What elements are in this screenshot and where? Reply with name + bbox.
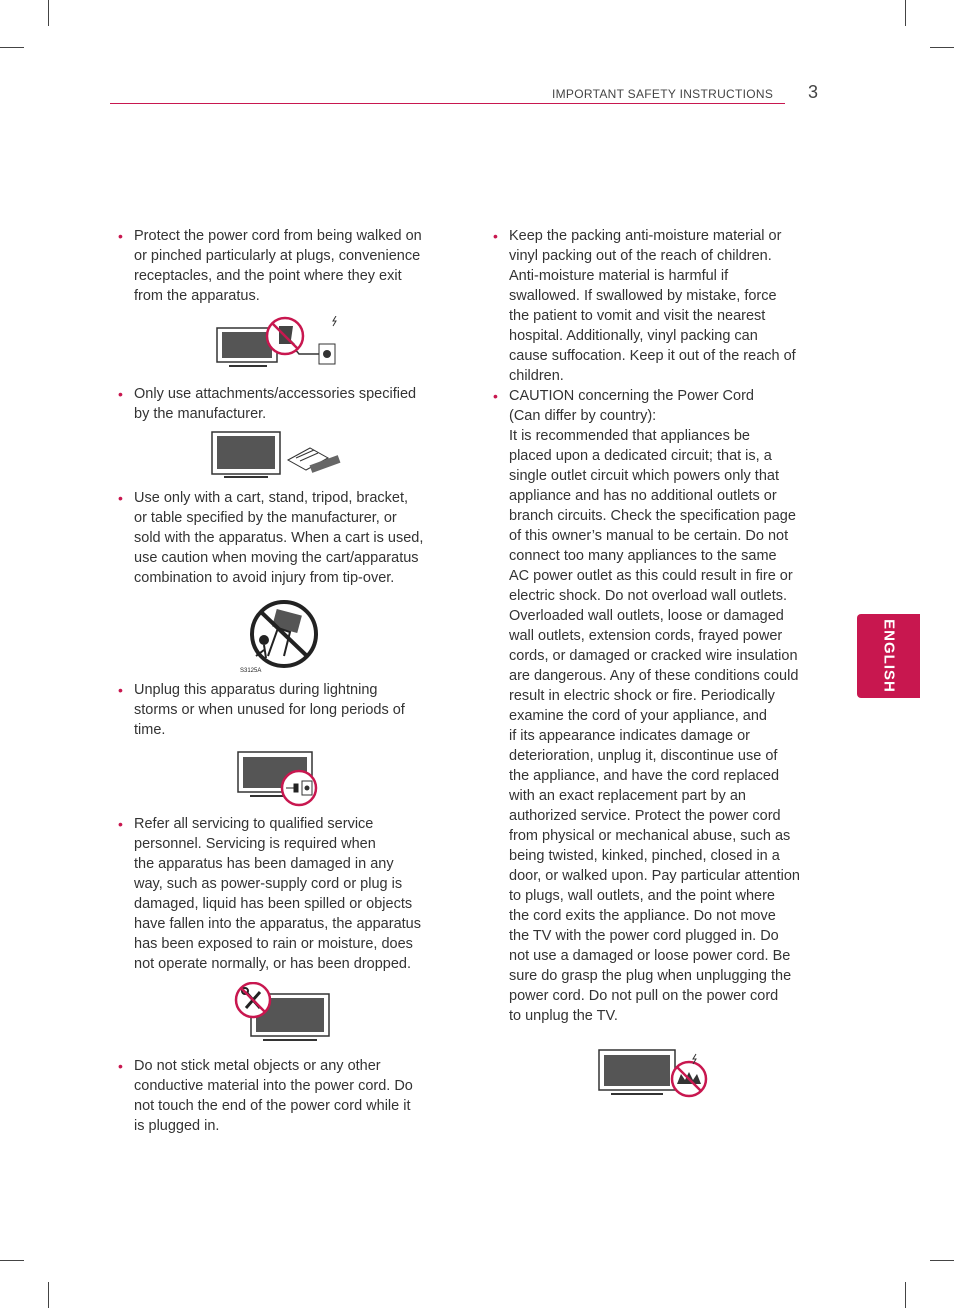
- list-item: [112, 384, 442, 424]
- list-item: [112, 488, 442, 588]
- instruction-text: Refer all servicing to qualified service personnel. Servicing is required when the apparatus has been damaged in any way, such as power-supply cord or plug is damaged, liquid has been spilled or objects have fallen into the apparatus, the apparatus has been exposed to rain or moisture, does not operate normally, or has been dropped.: [134, 816, 421, 972]
- cart-tip-over-illustration: [238, 598, 328, 674]
- no-overload-outlet-illustration: [597, 1046, 717, 1102]
- instruction-text: Do not stick metal objects or any other conductive material into the power cord. Do not touch the end of the power cord while it is plugged in.: [134, 1058, 413, 1134]
- cart-tip-over-label: S3125A: [240, 668, 262, 674]
- instruction-text: Unplug this apparatus during lightning storms or when unused for long periods of time.: [134, 682, 405, 738]
- list-item: [487, 226, 817, 386]
- instruction-text: Only use attachments/accessories specified by the manufacturer.: [134, 386, 417, 422]
- section-title: IMPORTANT SAFETY INSTRUCTIONS: [552, 87, 774, 101]
- bullet-icon: •: [118, 682, 123, 698]
- crop-mark: [48, 1282, 49, 1308]
- instruction-text: Keep the packing anti-moisture material or vinyl packing out of the reach of children. Anti-moisture material is harmful if swallowed. If swallowed by mistake, force the patient to vomit and visit the nearest hospital. Additionally, vinyl packing can cause suffocation. Keep it out of the reach of children.: [509, 228, 796, 384]
- bullet-icon: •: [118, 386, 123, 402]
- left-column: [112, 226, 442, 1136]
- accessories-illustration: [210, 430, 350, 480]
- crop-mark: [48, 0, 49, 26]
- no-self-servicing-illustration: [233, 982, 333, 1046]
- crop-mark: [930, 1260, 954, 1261]
- crop-mark: [905, 0, 906, 26]
- no-step-on-cord-illustration: [209, 316, 349, 376]
- instruction-text: CAUTION concerning the Power Cord (Can differ by country): It is recommended that appliances be placed upon a dedicated circuit; that is, a single outlet circuit which powers only that appliance and has no additional outlets or branch circuits. Check the specification page of this owner’s manual to be certain. Do not connect too many appliances to the same AC power outlet as this could result in fire or electric shock. Do not overload wall outlets. Overloaded wall outlets, loose or damaged wall outlets, extension cords, frayed power cords, or damaged or cracked wire insulation are dangerous. Any of these conditions could result in electric shock or fire. Periodically examine the cord of your appliance, and if its appearance indicates damage or deterioration, unplug it, discontinue use of the appliance, and have the cord replaced with an exact replacement part by an authorized service. Protect the power cord from physical or mechanical abuse, such as being twisted, kinked, pinched, closed in a door, or walked upon. Pay particular attention to plugs, wall outlets, and the point where the cord exits the appliance. Do not move the TV with the power cord plugged in. Do not use a damaged or loose power cord. Be sure do grasp the plug when unplugging the power cord. Do not pull on the power cord to unplug the TV.: [509, 388, 800, 1024]
- bullet-icon: •: [493, 228, 498, 244]
- list-item: [112, 226, 442, 306]
- crop-mark: [0, 47, 24, 48]
- language-tab-label: ENGLISH: [880, 619, 897, 693]
- instruction-text: Use only with a cart, stand, tripod, bracket, or table specified by the manufacturer, or sold with the apparatus. When a cart is used, use caution when moving the cart/apparatus combination to avoid injury from tip-over.: [134, 490, 424, 586]
- list-item: [112, 680, 442, 740]
- right-column: [487, 226, 817, 1102]
- language-tab: [857, 614, 920, 698]
- bullet-icon: •: [493, 388, 498, 404]
- bullet-icon: •: [118, 816, 123, 832]
- crop-mark: [930, 47, 954, 48]
- header-divider: [110, 103, 785, 104]
- list-item: [487, 386, 817, 1026]
- list-item: [112, 814, 442, 974]
- instruction-text: Protect the power cord from being walked on or pinched particularly at plugs, convenience receptacles, and the point where they exit from the apparatus.: [134, 228, 422, 304]
- page-number: 3: [808, 82, 819, 102]
- crop-mark: [905, 1282, 906, 1308]
- bullet-icon: •: [118, 1058, 123, 1074]
- crop-mark: [0, 1260, 24, 1261]
- bullet-icon: •: [118, 228, 123, 244]
- unplug-illustration: [236, 748, 326, 808]
- bullet-icon: •: [118, 490, 123, 506]
- list-item: [112, 1056, 442, 1136]
